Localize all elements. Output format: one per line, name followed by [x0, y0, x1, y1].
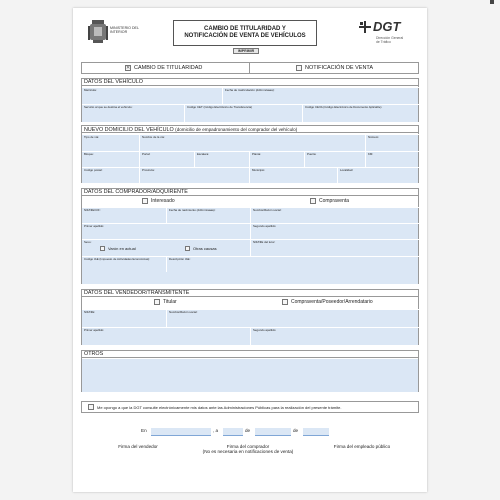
comprador-segundo-apellido-field[interactable] [250, 223, 420, 239]
dgt-subtitle: Dirección General de Tráfico [376, 36, 404, 44]
compraventa-label: Compraventa [319, 198, 350, 204]
notificacion-checkbox[interactable] [296, 65, 302, 71]
portal-field[interactable] [139, 151, 194, 167]
varon-checkbox[interactable] [100, 246, 105, 251]
signature-comprador [198, 444, 298, 455]
cet-label: Código CET (Código Electrónico de Transferencia) [187, 105, 253, 109]
dgt-logo-icon [359, 21, 371, 33]
section-vehiculo [81, 78, 419, 122]
matricula-label: Matrícula: [84, 88, 97, 92]
puerta-field[interactable] [304, 151, 365, 167]
comprador-nif-field[interactable] [82, 207, 166, 223]
section-domicilio [81, 125, 419, 183]
procedure-options [81, 62, 419, 74]
localidad-field[interactable] [337, 167, 420, 183]
signature-comprador-line2: (No es necesaria en notificaciones de venta) [202, 449, 294, 455]
domicilio-title-main: NUEVO DOMICILIO DEL VEHÍCULO [84, 127, 174, 133]
signature-comprador-line1: Firma del comprador [226, 444, 270, 449]
place-en: En [141, 428, 147, 433]
nifnie-tutor-field[interactable] [250, 239, 420, 256]
consent-row[interactable] [81, 401, 419, 413]
comprador-primer-apellido-field[interactable] [82, 223, 250, 239]
day-field[interactable] [223, 428, 243, 436]
vendedor-compraventa-option[interactable] [282, 299, 373, 305]
option-notificacion[interactable] [250, 63, 418, 73]
sexo-label: Sexo: [84, 240, 92, 244]
domicilio-grid [82, 134, 418, 183]
numero-field[interactable] [365, 134, 420, 151]
vendedor-primer-apellido-field[interactable] [82, 327, 250, 345]
option-notificacion-label: NOTIFICACIÓN DE VENTA [305, 65, 374, 71]
option-cambio[interactable] [82, 63, 250, 73]
vendedor-nombre-label: Nombre/Razón social: [169, 310, 198, 314]
consent-text: Me opongo a que la DGT consulte electrónicamente mis datos ante las Administraciones Públicas para la realización del presente trámite. [97, 404, 342, 410]
otras-checkbox[interactable] [185, 246, 190, 251]
fecha-nacimiento-label: Fecha de nacimiento (dd/mm/aaaa): [169, 208, 216, 212]
vendedor-nif-field[interactable] [82, 309, 166, 327]
matricula-field[interactable] [82, 87, 222, 104]
provincia-label: Provincia: [142, 168, 155, 172]
place-de2: de [293, 428, 299, 433]
section-domicilio-title [82, 126, 418, 133]
km-label: KM: [368, 152, 374, 156]
interesado-option[interactable] [142, 198, 175, 204]
otros-textarea[interactable] [82, 359, 418, 392]
vendedor-segundo-apellido-field[interactable] [250, 327, 420, 345]
month-field[interactable] [255, 428, 291, 436]
km-field[interactable] [365, 151, 420, 167]
fecha-nacimiento-field[interactable] [166, 207, 250, 223]
section-vendedor [81, 289, 419, 345]
municipio-field[interactable] [249, 167, 337, 183]
comprador-nombre-label: Nombre/Razón social: [253, 208, 282, 212]
nombre-via-field[interactable] [139, 134, 365, 151]
fecha-matriculacion-label: Fecha de matriculación (dd/mm/aaaa): [225, 88, 275, 92]
year-field[interactable] [303, 428, 329, 436]
place-field[interactable] [151, 428, 211, 436]
comprador-nif-label: NIF/NIE/CIF: [84, 208, 101, 212]
corner-mark [490, 0, 494, 4]
descripcion-iae-field[interactable] [166, 256, 420, 272]
compraventa-option[interactable] [310, 198, 349, 204]
interesado-label: Interesado [151, 198, 175, 204]
municipio-label: Municipio: [252, 168, 266, 172]
vendedor-grid [82, 309, 418, 345]
place-de1: de [245, 428, 251, 433]
nifnie-tutor-label: NIF/NIE del tutor: [253, 240, 276, 244]
comprador-primer-apellido-label: Primer apellido: [84, 224, 105, 228]
escalera-label: Escalera: [197, 152, 210, 156]
puerta-label: Puerta: [307, 152, 317, 156]
section-comprador [81, 188, 419, 284]
ceva-label: Código CEVA (Código Electrónico de Documento Aplicable) [305, 105, 382, 109]
titular-option[interactable] [154, 299, 177, 305]
planta-label: Planta: [252, 152, 261, 156]
fecha-matriculacion-field[interactable] [222, 87, 420, 104]
form-title [173, 20, 317, 46]
coat-of-arms-icon [88, 20, 108, 44]
otras-option[interactable] [185, 246, 217, 251]
localidad-label: Localidad: [340, 168, 354, 172]
section-comprador-title: DATOS DEL COMPRADOR/ADQUIRENTE [82, 189, 418, 196]
servicio-label: Servicio al que se destina el vehículo: [84, 105, 133, 109]
numero-label: Número: [368, 135, 380, 139]
codigo-iae-label: Código IAE (Impuesto de Actividades Económicas): [84, 257, 151, 261]
bloque-field[interactable] [82, 151, 139, 167]
descripcion-iae-label: Descripción IAE: [169, 257, 191, 261]
ministry-label: MINISTERIO DEL INTERIOR [110, 26, 139, 35]
option-cambio-label: CAMBIO DE TITULARIDAD [134, 65, 203, 71]
nombre-via-label: Nombre de la vía: [142, 135, 165, 139]
domicilio-title-note: (domicilio de empadronamiento del comprador del vehículo) [175, 127, 298, 132]
codigo-postal-field[interactable] [82, 167, 139, 183]
vendedor-nombre-field[interactable] [166, 309, 420, 327]
place-a: , a [213, 428, 219, 433]
provincia-field[interactable] [139, 167, 249, 183]
codigo-iae-field[interactable] [82, 256, 166, 272]
dgt-brand: DGT [373, 19, 401, 34]
interesado-checkbox[interactable] [142, 198, 148, 204]
comprador-grid [82, 207, 418, 284]
form-page [73, 8, 427, 492]
print-button[interactable]: IMPRIMIR [233, 48, 259, 54]
vendedor-compraventa-checkbox[interactable] [282, 299, 288, 305]
form-title-line1: CAMBIO DE TITULARIDAD Y [204, 26, 286, 32]
comprador-nombre-field[interactable] [250, 207, 420, 223]
varon-option[interactable] [100, 246, 136, 251]
vendedor-primer-apellido-label: Primer apellido: [84, 328, 105, 332]
cet-field[interactable] [184, 104, 302, 122]
signature-empleado: Firma del empleado público [333, 444, 391, 449]
section-vehiculo-title: DATOS DEL VEHÍCULO [82, 79, 418, 86]
section-otros [81, 350, 419, 392]
tipo-via-field[interactable] [82, 134, 139, 151]
codigo-postal-label: Código postal: [84, 168, 103, 172]
vendedor-segundo-apellido-label: Segundo apellido: [253, 328, 277, 332]
form-title-line2: NOTIFICACIÓN DE VENTA DE VEHÍCULOS [184, 33, 306, 39]
planta-field[interactable] [249, 151, 304, 167]
varon-label: Varón en actual [108, 246, 136, 251]
section-vendedor-title: DATOS DEL VENDEDOR/TRANSMITENTE [82, 290, 418, 297]
otras-label: Otras causas [193, 246, 217, 251]
cambio-checkbox[interactable]: ✕ [126, 65, 131, 71]
portal-label: Portal: [142, 152, 151, 156]
vehiculo-grid [82, 87, 418, 122]
vendedor-nif-label: NIF/NIE: [84, 310, 96, 314]
consent-checkbox[interactable] [88, 404, 94, 410]
servicio-field[interactable] [82, 104, 184, 122]
titular-checkbox[interactable] [154, 299, 160, 305]
section-otros-title: OTROS [82, 351, 418, 358]
comprador-segundo-apellido-label: Segundo apellido: [253, 224, 277, 228]
signature-vendedor: Firma del vendedor [118, 444, 158, 449]
compraventa-checkbox[interactable] [310, 198, 316, 204]
vendedor-compraventa-label: Compraventa/Poseedor/Arrendatario [291, 299, 373, 305]
tipo-via-label: Tipo de vía: [84, 135, 99, 139]
escalera-field[interactable] [194, 151, 249, 167]
bloque-label: Bloque: [84, 152, 94, 156]
ceva-field[interactable] [302, 104, 420, 122]
titular-label: Titular [163, 299, 177, 305]
